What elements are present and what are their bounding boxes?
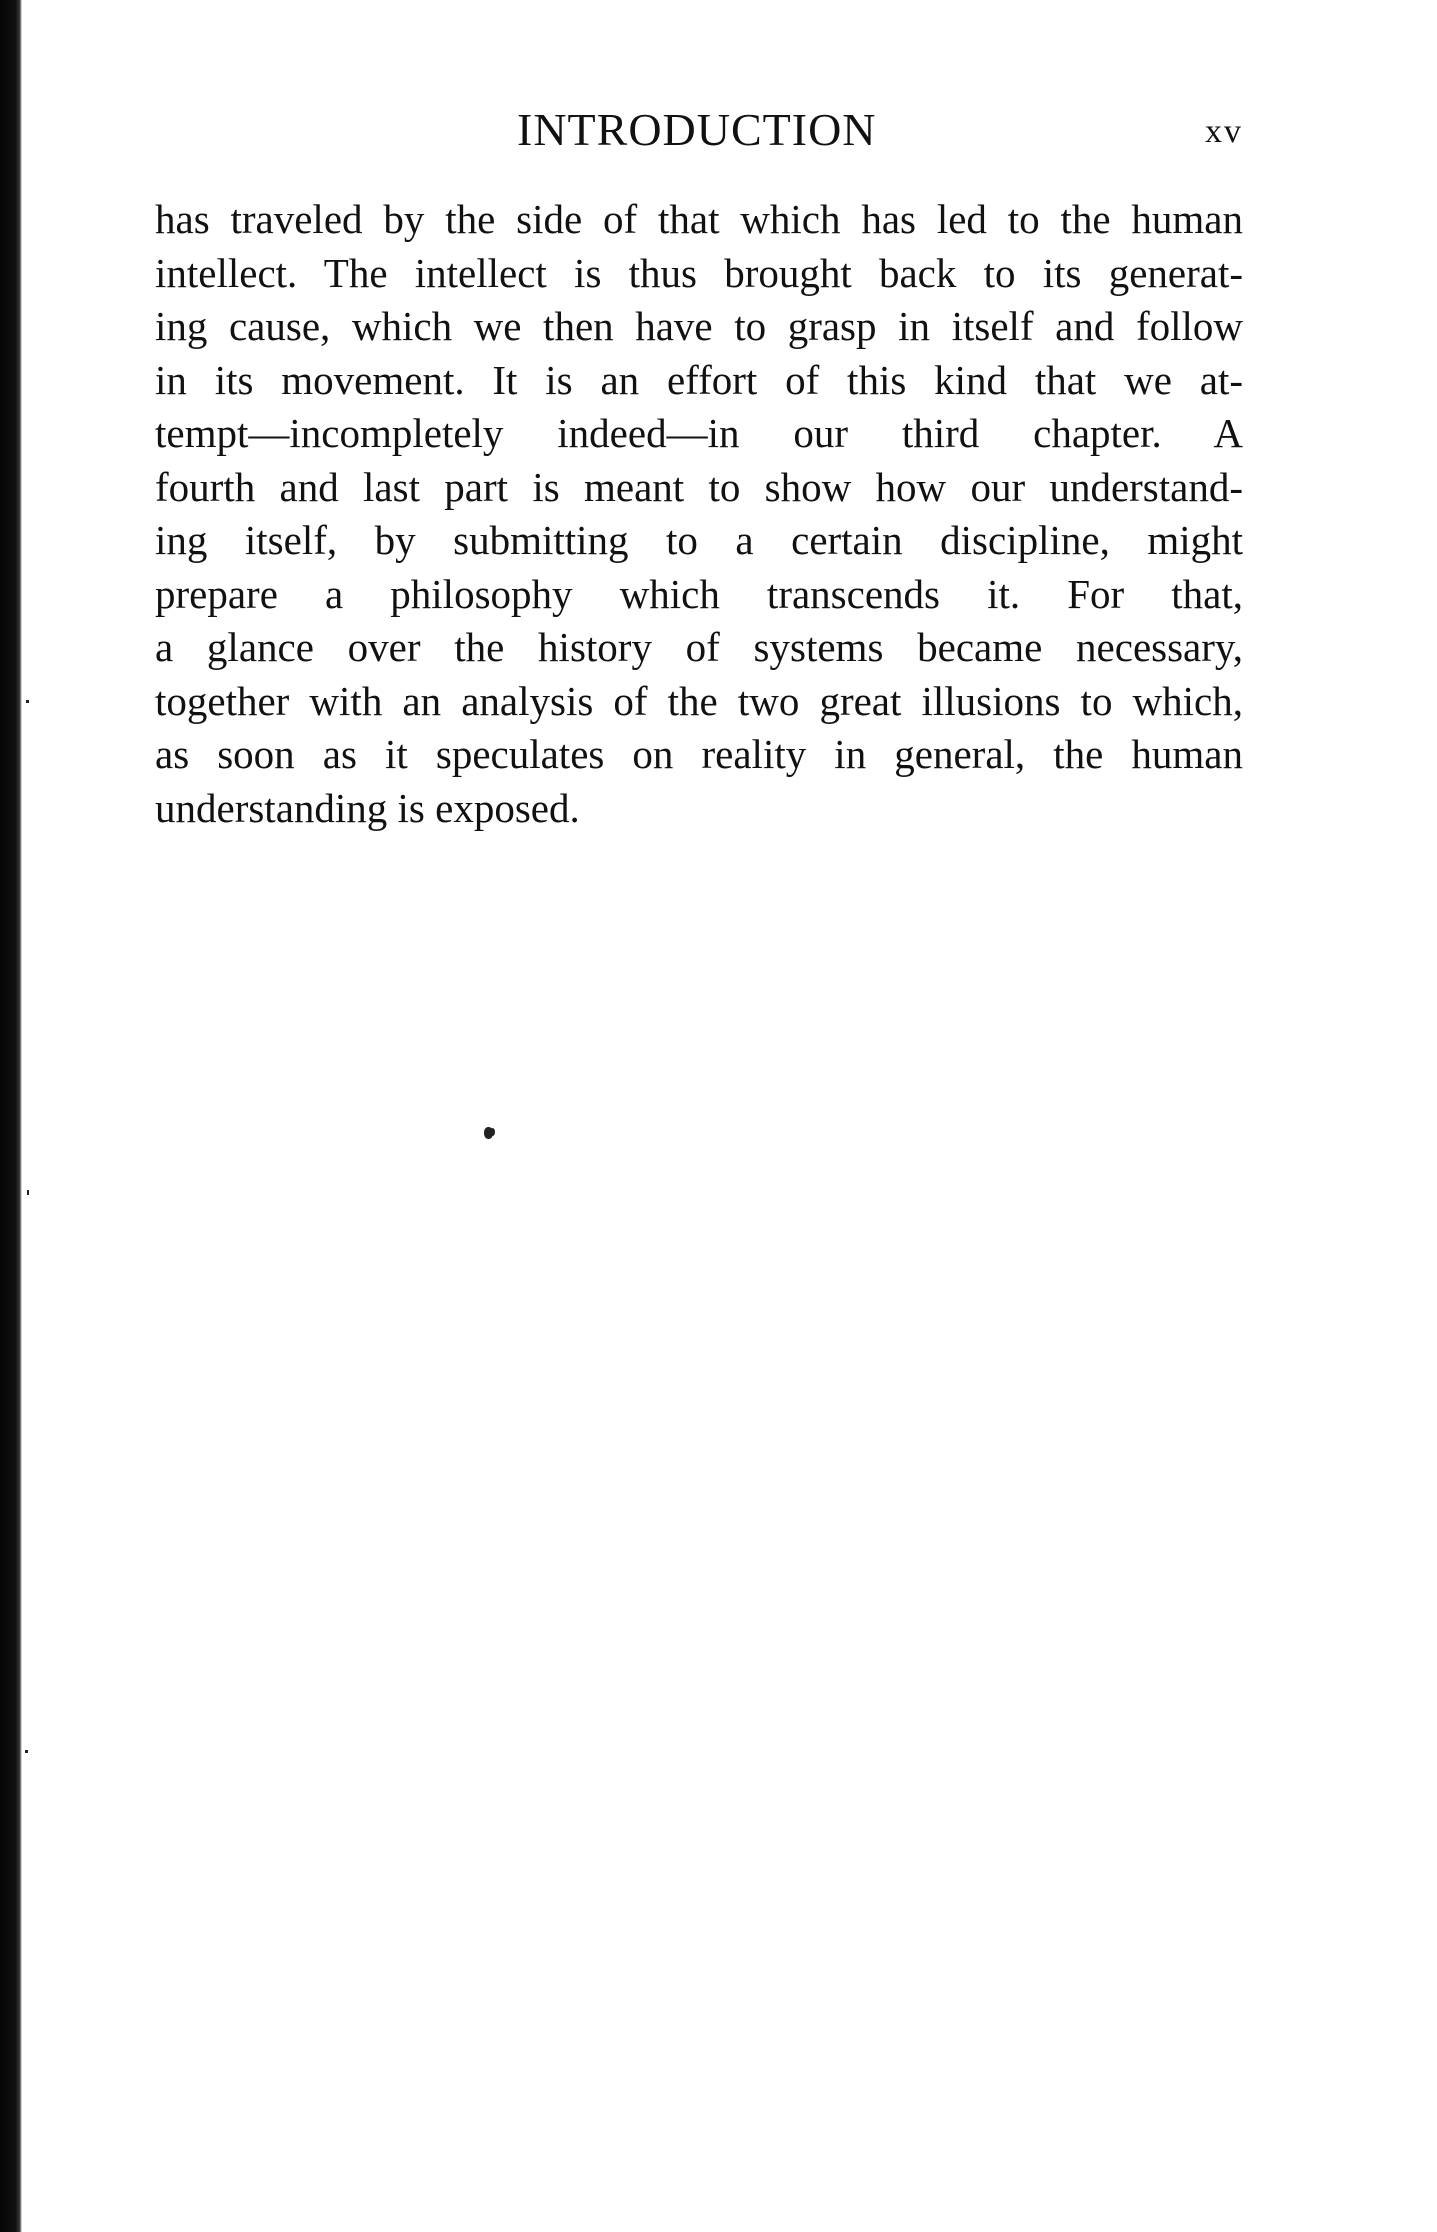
text-line: intellect. The intellect is thus brought back to its generat- [155,249,1243,296]
scan-speck [25,1750,28,1753]
text-line: ing itself, by submitting to a certain discipline, might [155,517,1243,563]
text-line: has traveled by the side of that which has led to the human [155,196,1243,242]
ink-mark [484,1127,493,1139]
page-binding-edge [0,0,22,2232]
text-line: together with an analysis of the two great illusions to which, [155,677,1243,724]
scan-speck [26,700,29,703]
running-head [155,100,1243,160]
body-paragraph [155,193,1243,835]
text-line: understanding is exposed. [155,784,580,831]
text-line: ing cause, which we then have to grasp in itself and follow [155,303,1243,349]
text-line: as soon as it speculates on reality in general, the human [155,731,1243,777]
text-line: in its movement. It is an effort of this kind that we at- [155,356,1243,403]
text-line: fourth and last part is meant to show how our understand- [155,463,1243,510]
text-line: prepare a philosophy which transcends it. For that, [155,570,1243,617]
text-line: a glance over the history of systems became necessary, [155,624,1243,670]
running-title: INTRODUCTION [517,104,877,155]
page-number: xv [1205,113,1243,150]
text-line: tempt—incompletely indeed—in our third chapter. A [155,410,1243,456]
scan-speck [27,1190,29,1195]
